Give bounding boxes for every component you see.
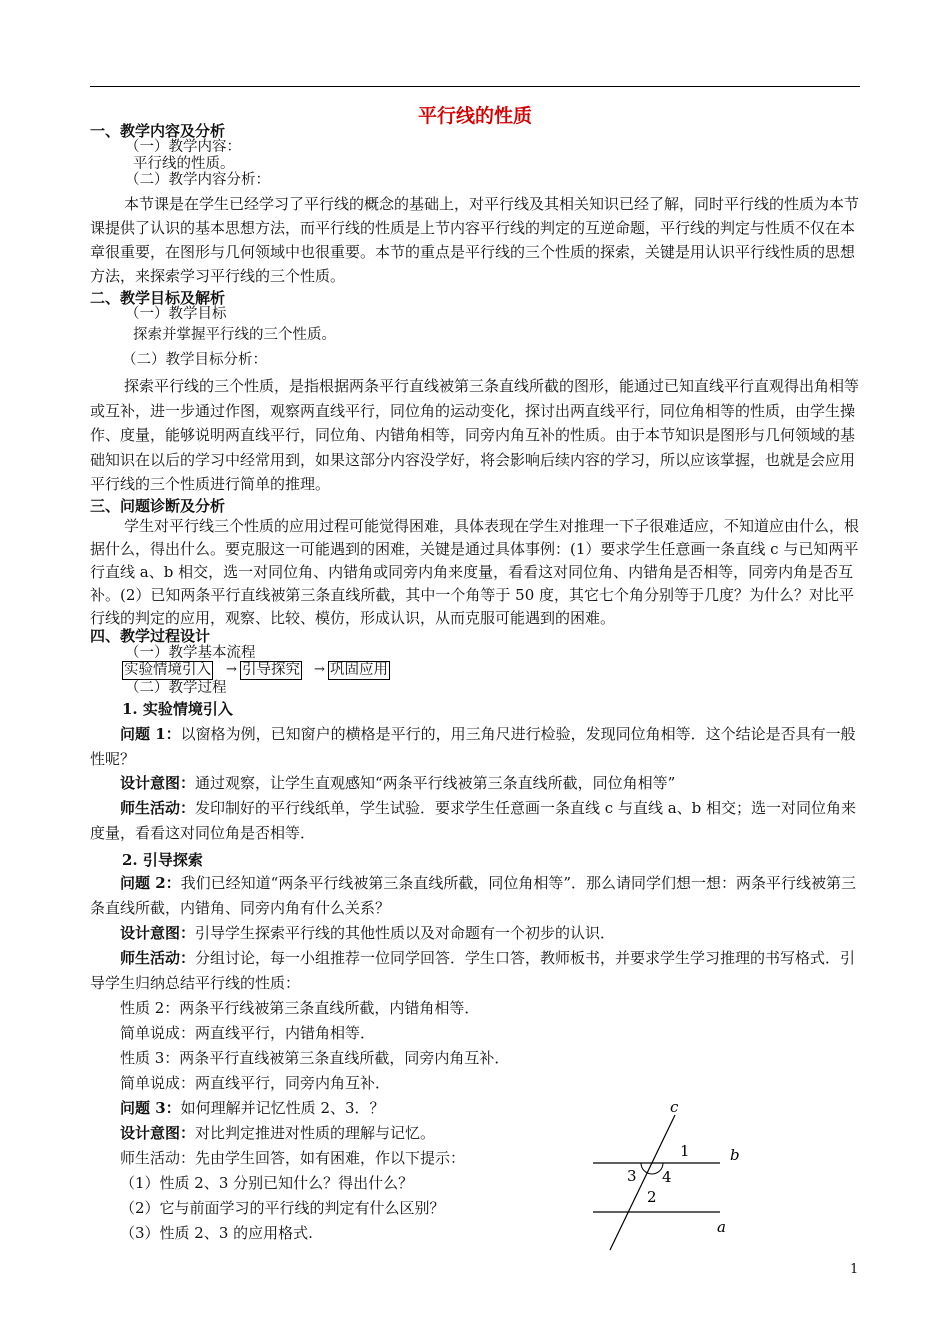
section-4-sub1: （一）教学基本流程 bbox=[125, 645, 256, 661]
part-2-heading: 2. 引导探索 bbox=[122, 851, 203, 869]
activity-1: 师生活动：发印制好的平行线纸单，学生试验．要求学生任意画一条直线 c 与直线 a、b 相交；选一对同位角来度量，看看这对同位角是否相等． bbox=[90, 799, 857, 842]
section-3-paragraph: 学生对平行线三个性质的应用过程可能觉得困难，具体表现在学生对推理一下子很难适应，不知道应由什么，根据什么，得出什么。要克服这一可能遇到的困难，关键是通过具体事例：(1）要求学生任意画一条直线 c 与已知两平行直线 a、b 相交，选一对同位角、内错角或同旁内角来度量，看看这对同位角、内错角是否相等，同旁内角是否互补。(2）已知两条平行直线被第三条直线所截，其中一个角等于 50 度，其它七个角分别等于几度？为什么？对比平行线的判定的应用，观察、比较、模仿，形成认识，从而克服可能遇到的困难。 bbox=[90, 517, 860, 627]
intent-2: 设计意图：引导学生探索平行线的其他性质以及对命题有一个初步的认识． bbox=[120, 924, 616, 942]
hint-1: （1）性质 2、3 分别已知什么？得出什么？ bbox=[120, 1174, 414, 1192]
activity-2: 师生活动：分组讨论，每一小组推荐一位同学回答．学生口答，教师板书，并要求学生学习推理的书写格式．引导学生归纳总结平行线的性质： bbox=[90, 949, 856, 992]
label-a: a bbox=[717, 1218, 726, 1236]
header-rule bbox=[90, 86, 860, 87]
parallel-lines-figure bbox=[580, 1090, 760, 1260]
property-3: 性质 3：两条平行直线被第三条直线所截，同旁内角互补． bbox=[120, 1049, 510, 1067]
section-2-sub2: （二）教学目标分析： bbox=[122, 352, 267, 368]
angle-arc bbox=[641, 1163, 663, 1174]
question-2: 问题 2：我们已经知道“两条平行线被第三条直线所截，同位角相等”．那么请同学们想一想：两条平行线被第三条直线所截，内错角、同旁内角有什么关系？ bbox=[90, 874, 857, 917]
section-4-heading: 四、教学过程设计 bbox=[90, 627, 211, 645]
question-1-text: 以窗格为例，已知窗户的横格是平行的，用三角尺进行检验，发现同位角相等．这个结论是否具有一般性呢？ bbox=[90, 725, 856, 768]
label-c: c bbox=[670, 1098, 679, 1116]
section-4-sub2: （二）教学过程 bbox=[125, 680, 227, 696]
flow-arrow-icon: → bbox=[314, 662, 325, 677]
hint-2: （2）它与前面学习的平行线的判定有什么区别？ bbox=[120, 1199, 445, 1217]
label-b: b bbox=[730, 1146, 740, 1164]
property-3-simple: 简单说成：两直线平行，同旁内角互补． bbox=[120, 1074, 391, 1092]
question-1-label: 问题 1： bbox=[120, 725, 181, 743]
section-2-paragraph: 探索平行线的三个性质，是指根据两条平行直线被第三条直线所截的图形，能通过已知直线平行直观得出角相等或互补，进一步通过作图，观察两直线平行，同位角的运动变化，探讨出两直线平行，同位角相等的性质，由学生操作、度量，能够说明两直线平行，同位角、内错角相等，同旁内角互补的性质。由于本节知识是图形与几何领域的基础知识在以后的学习中经常用到，如果这部分内容没学好，将会影响后续内容的学习，所以应该掌握，也就是会应用平行线的三个性质进行简单的推理。 bbox=[90, 377, 860, 493]
hint-3: （3）性质 2、3 的应用格式. bbox=[120, 1224, 313, 1242]
section-1-paragraph: 本节课是在学生已经学习了平行线的概念的基础上，对平行线及其相关知识已经了解，同时平行线的性质为本节课提供了认识的基本思想方法，而平行线的性质是上节内容平行线的判定的互逆命题，平行线的判定与性质不仅在本章很重要，在图形与几何领域中也很重要。本节的重点是平行线的三个性质的探索，关键是用认识平行线性质的思想方法，来探索学习平行线的三个性质。 bbox=[90, 195, 860, 285]
activity-3: 师生活动：先由学生回答，如有困难，作以下提示： bbox=[120, 1149, 466, 1167]
part-1-heading: 1. 实验情境引入 bbox=[122, 700, 233, 718]
section-1-content: 平行线的性质。 bbox=[133, 156, 235, 172]
angle-2-label: 2 bbox=[647, 1188, 657, 1206]
section-1-heading: 一、教学内容及分析 bbox=[90, 122, 226, 140]
flow-arrow-icon: → bbox=[226, 662, 237, 677]
section-3-heading: 三、问题诊断及分析 bbox=[90, 497, 226, 515]
flow-step-1: 实验情境引入 bbox=[124, 662, 211, 678]
property-2: 性质 2：两条平行线被第三条直线所截，内错角相等． bbox=[120, 999, 480, 1017]
section-1-sub2: （二）教学内容分析： bbox=[125, 172, 270, 188]
section-2-goal: 探索并掌握平行线的三个性质。 bbox=[133, 327, 336, 343]
flow-step-2: 引导探究 bbox=[242, 662, 300, 678]
flow-step-3: 巩固应用 bbox=[330, 662, 388, 678]
page-number: 1 bbox=[850, 1262, 859, 1277]
page-title: 平行线的性质 bbox=[417, 105, 532, 127]
section-2-heading: 二、教学目标及解析 bbox=[90, 289, 226, 307]
property-2-simple: 简单说成：两直线平行，内错角相等． bbox=[120, 1024, 376, 1042]
question-1 bbox=[90, 722, 860, 772]
section-2-sub1: （一）教学目标 bbox=[125, 306, 227, 322]
section-1-sub1: （一）教学内容： bbox=[125, 139, 241, 155]
angle-1-label: 1 bbox=[680, 1142, 690, 1160]
angle-3-label: 3 bbox=[627, 1167, 637, 1185]
intent-1: 设计意图：通过观察，让学生直观感知“两条平行线被第三条直线所截，同位角相等” bbox=[120, 774, 676, 792]
angle-4-label: 4 bbox=[662, 1168, 672, 1186]
intent-3: 设计意图：对比判定推进对性质的理解与记忆。 bbox=[120, 1124, 436, 1142]
question-3: 问题 3：如何理解并记忆性质 2、3．？ bbox=[120, 1099, 385, 1117]
